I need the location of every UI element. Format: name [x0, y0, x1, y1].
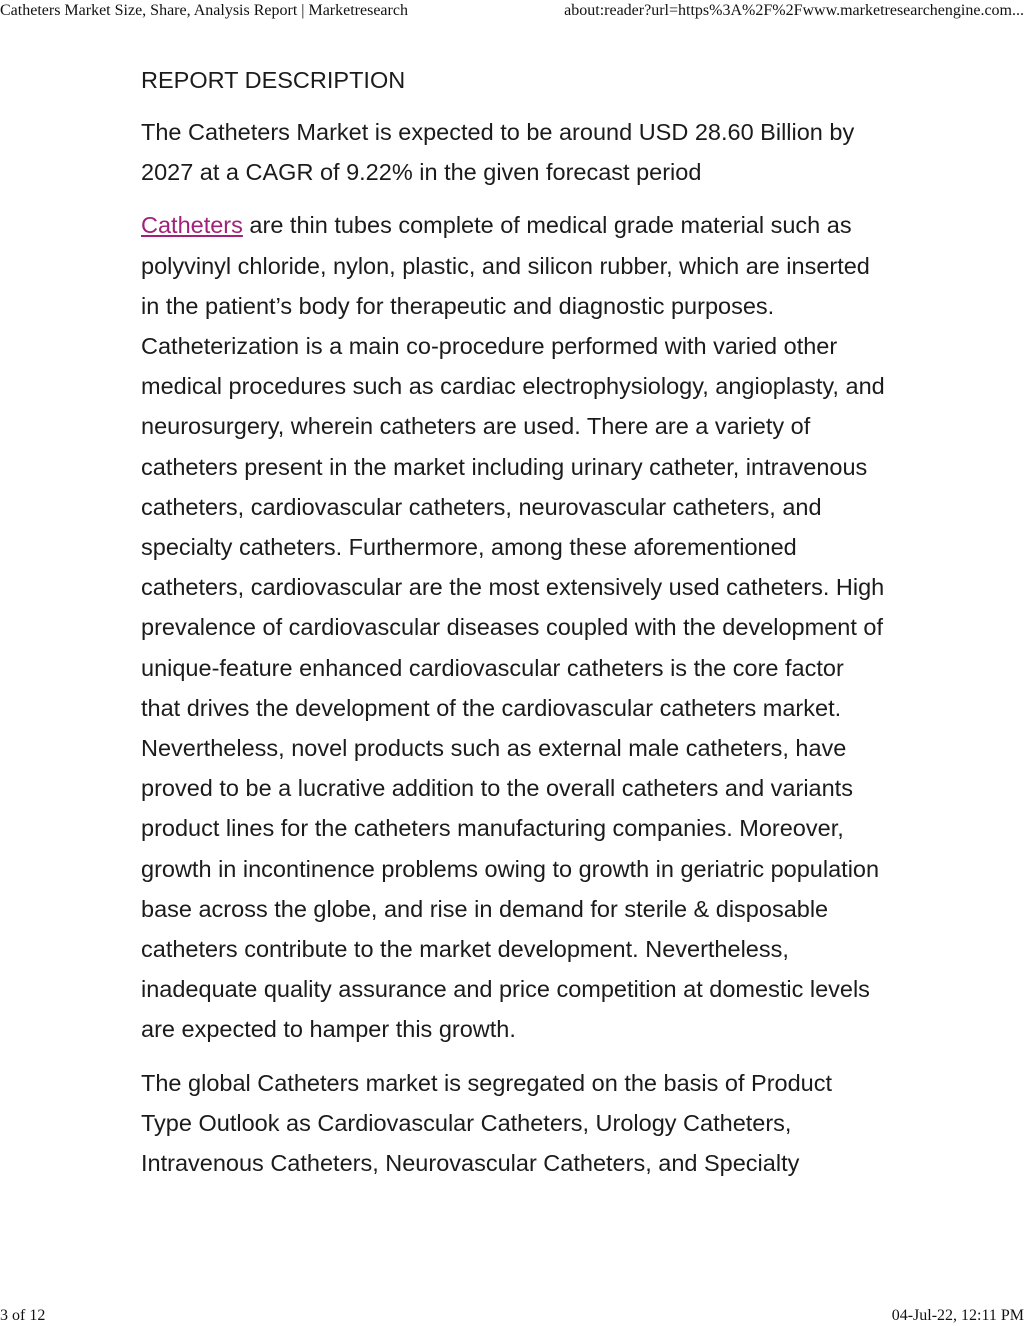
print-footer [0, 1306, 1024, 1326]
print-datetime: 04-Jul-22, 12:11 PM [891, 1307, 1024, 1324]
catheters-description-paragraph [141, 205, 886, 1049]
catheters-link[interactable]: Catheters [141, 212, 243, 239]
print-header [0, 1, 1024, 21]
market-summary-paragraph: The Catheters Market is expected to be around USD 28.60 Billion by 2027 at a CAGR of 9.22% in the given forecast period [141, 119, 855, 186]
page-title: Catheters Market Size, Share, Analysis Report | Marketresearch [0, 2, 408, 19]
article-content [141, 58, 886, 1196]
page-url: about:reader?url=https%3A%2F%2Fwww.marketresearchengine.com... [564, 2, 1024, 19]
catheters-description-text: are thin tubes complete of medical grade material such as polyvinyl chloride, nylon, plastic, and silicon rubber, which are inserted in the patient’s body for therapeutic and diagnostic purposes. Catheterization is a main co-procedure performed with varied other medical procedures such as cardiac electrophysiology, angioplasty, and neurosurgery, wherein catheters are used. There are a variety of catheters present in the market including urinary catheter, intravenous catheters, cardiovascular catheters, neurovascular catheters, and specialty catheters. Furthermore, among these aforementioned catheters, cardiovascular are the most extensively used catheters. High prevalence of cardiovascular diseases coupled with the development of unique-feature enhanced cardiovascular catheters is the core factor that drives the development of the cardiovascular catheters market. Nevertheless, novel products such as external male catheters, have proved to be a lucrative addition to the overall catheters and variants product lines for the catheters manufacturing companies. Moreover, growth in incontinence problems owing to growth in geriatric population base across the globe, and rise in demand for sterile & disposable catheters contribute to the market development. Nevertheless, inadequate quality assurance and price competition at domestic levels are expected to hamper this growth. [141, 212, 885, 1043]
page-number: 3 of 12 [0, 1307, 46, 1324]
report-description-heading: REPORT DESCRIPTION [141, 67, 406, 93]
segmentation-paragraph: The global Catheters market is segregated on the basis of Product Type Outlook as Cardiovascular Catheters, Urology Catheters, Intravenous Catheters, Neurovascular Catheters, and Specialty [141, 1069, 833, 1177]
